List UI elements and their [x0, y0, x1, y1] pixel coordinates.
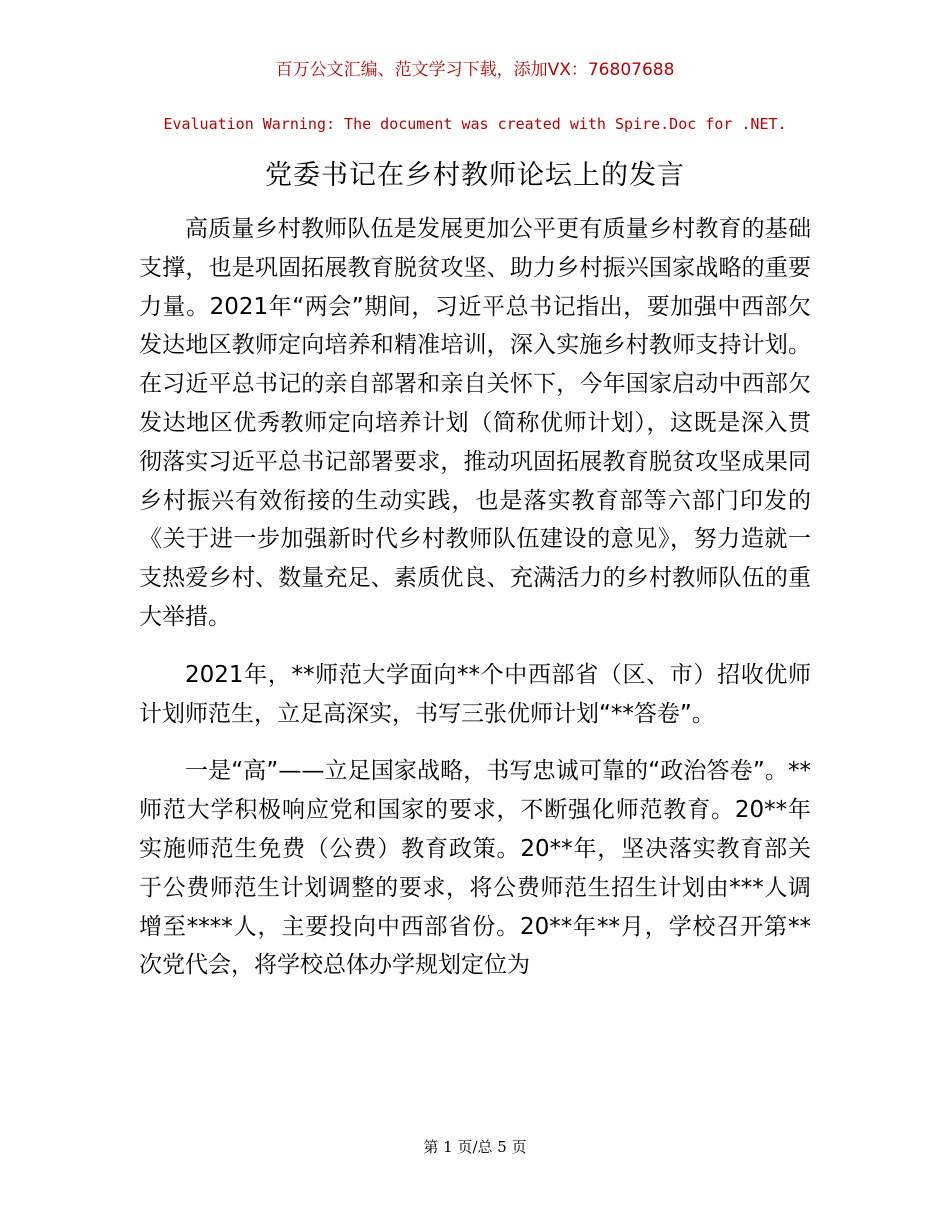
evaluation-warning: Evaluation Warning: The document was created with Spire.Doc for .NET. — [163, 115, 787, 133]
document-body — [139, 210, 811, 1004]
paragraph-first-point: 一是“高”——立足国家战略，书写忠诚可靠的“政治答卷”。**师范大学积极响应党和国家的要求，不断强化师范教育。20**年实施师范生免费（公费）教育政策。20**年，坚决落实教育部关于公费师范生计划调整的要求，将公费师范生招生计划由***人调增至****人，主要投向中西部省份。20**年**月，学校召开第**次党代会，将学校总体办学规划定位为 — [139, 758, 811, 979]
document-title: 党委书记在乡村教师论坛上的发言 — [265, 160, 685, 191]
paragraph-intro: 高质量乡村教师队伍是发展更加公平更有质量乡村教育的基础支撑，也是巩固拓展教育脱贫攻坚、助力乡村振兴国家战略的重要力量。2021年“两会”期间，习近平总书记指出，要加强中西部欠发达地区教师定向培养和精准培训，深入实施乡村教师支持计划。在习近平总书记的亲自部署和亲自关怀下，今年国家启动中西部欠发达地区优秀教师定向培养计划（简称优师计划），这既是深入贯彻落实习近平总书记部署要求，推动巩固拓展教育脱贫攻坚成果同乡村振兴有效衔接的生动实践，也是落实教育部等六部门印发的《关于进一步加强新时代乡村教师队伍建设的意见》，努力造就一支热爱乡村、数量充足、素质优良、充满活力的乡村教师队伍的重大举措。 — [139, 216, 811, 630]
page-footer: 第 1 页/总 5 页 — [423, 1138, 527, 1156]
header-banner: 百万公文汇编、范文学习下载，添加VX：76807688 — [275, 60, 675, 80]
paragraph-enrollment: 2021年，**师范大学面向**个中西部省（区、市）招收优师计划师范生，立足高深实，书写三张优师计划“**答卷”。 — [139, 661, 811, 727]
